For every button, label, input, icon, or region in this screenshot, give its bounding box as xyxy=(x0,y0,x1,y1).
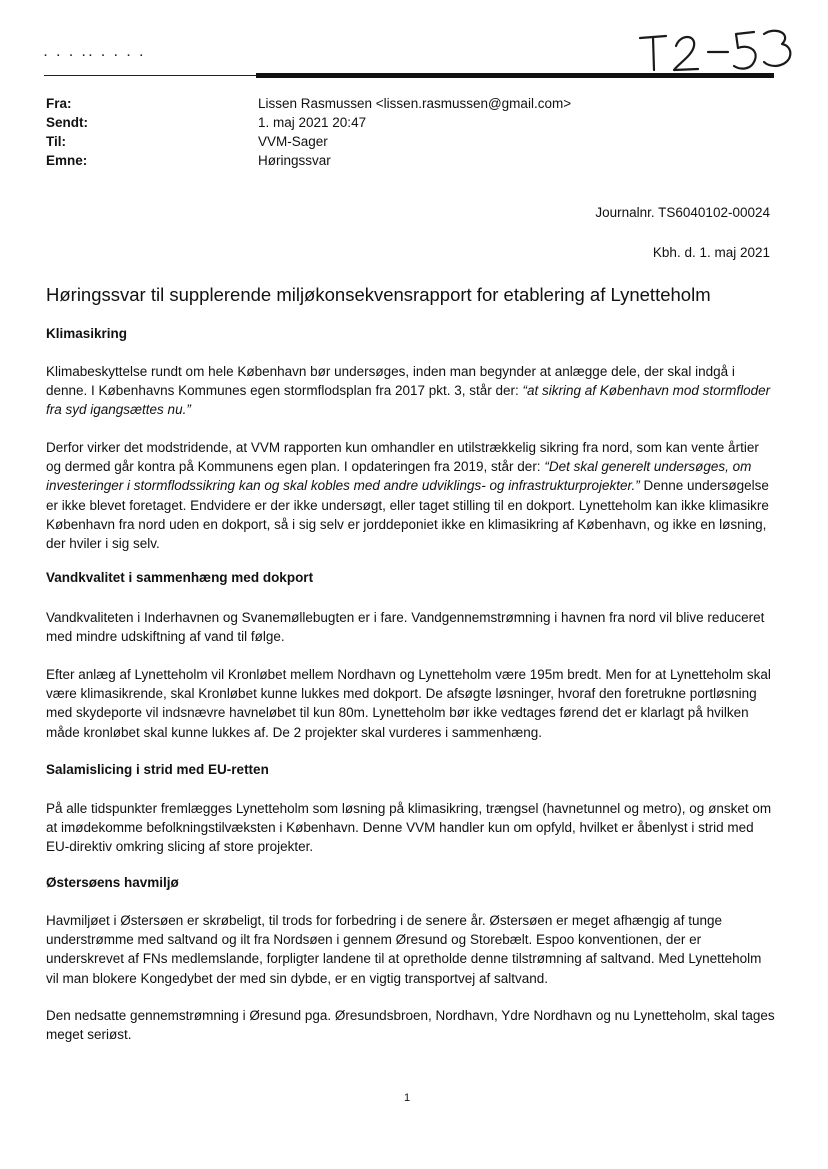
section-heading-ostersoen: Østersøens havmiljø xyxy=(46,875,179,890)
paragraph-oster-1: Havmiljøet i Østersøen er skrøbeligt, til trods for forbedring i de senere år. Østersøen er meget afhængig af tunge understrømme med saltvand og ilt fra Nordsøen i gennem Øresund og Storebælt. Espoo konventionen, der er underskrevet af FNs medlemslande, forpligter landene til at opretholde denne tilstrømning af saltvand. Med Lynetteholm vil man blokere Kongedybet der med sin dybde, er en vigtig transportvej af saltvand. xyxy=(46,913,762,986)
page-number: 1 xyxy=(404,1092,411,1104)
place-date: Kbh. d. 1. maj 2021 xyxy=(652,245,770,260)
sent-label: Sendt: xyxy=(46,115,88,130)
to-label: Til: xyxy=(46,134,66,149)
header-divider-thick xyxy=(256,73,774,78)
paragraph-text: Denne undersøgelse er ikke blevet foretaget. Endvidere er der ikke undersøgt, eller taget stilling til en dokport. Lynetteholm kan ikke klimasikre København fra nord uden en dokport, så i sig selv er jorddeponiet ikke en klimasikring af København, og ikke en løsning, der hviler i sig selv. xyxy=(46,478,769,552)
to-value: VVM-Sager xyxy=(258,134,328,149)
journal-number: Journalnr. TS6040102-00024 xyxy=(595,205,770,220)
paragraph-vand-1: Vandkvaliteten i Inderhavnen og Svanemøllebugten er i fare. Vandgennemstrømning i havnen fra nord vil blive reduceret med mindre udskiftning af vand til følge. xyxy=(46,610,765,645)
quote-text: “at sikring af København mod stormfloder fra syd igangsættes nu.” xyxy=(46,383,771,418)
from-value: Lissen Rasmussen <lissen.rasmussen@gmail.com> xyxy=(258,96,572,111)
section-heading-salamislicing: Salamislicing i strid med EU-retten xyxy=(46,762,269,777)
handwritten-stamp xyxy=(636,14,796,74)
quote-text: “Det skal generelt undersøges, om investeringer i stormflodssikring kan og skal kobles med andre udviklings- og infrastrukturprojekter.” xyxy=(46,459,752,494)
paragraph-oster-2: Den nedsatte gennemstrømning i Øresund pga. Øresundsbroen, Nordhavn, Ydre Nordhavn og nu Lynetteholm, skal tages meget seriøst. xyxy=(46,1008,775,1043)
paragraph-text: Derfor virker det modstridende, at VVM rapporten kun omhandler en utilstrækkelig sikring fra nord, som kan vente årtier og dermed går kontra på Kommunens egen plan. I opdateringen fra 2019, står der: xyxy=(46,440,759,475)
paragraph-klima-2 xyxy=(46,438,776,553)
sent-value: 1. maj 2021 20:47 xyxy=(258,115,367,130)
section-heading-vandkvalitet: Vandkvalitet i sammenhæng med dokport xyxy=(46,570,314,585)
paragraph-klima-1 xyxy=(46,362,776,420)
letterhead-marks: · · · ·· · · · · xyxy=(44,50,147,62)
from-label: Fra: xyxy=(46,96,72,111)
paragraph-vand-2: Efter anlæg af Lynetteholm vil Kronløbet mellem Nordhavn og Lynetteholm være 195m bredt. Men for at Lynetteholm skal være klimasikrende, skal Kronløbet kunne lukkes med dokport. De afsøgte løsninger, hvoraf den foretrukne portløsning med skydeporte vil indsnævre havneløbet til kun 80m. Lynetteholm bør ikke vedtages førend det er klarlagt på hvilken måde kronløbet skal kunne lukkes af. De 2 projekter skal vurderes i sammenhæng. xyxy=(46,667,771,740)
paragraph-salami-1: På alle tidspunkter fremlægges Lynetteholm som løsning på klimasikring, trængsel (havnetunnel og metro), og ønsket om at imødekomme befolkningstilvæksten i København. Denne VVM handler kun om opfyld, hvilket er åbenlyst i strid med EU-direktiv omkring slicing af store projekter. xyxy=(46,801,772,855)
paragraph-text: Klimabeskyttelse rundt om hele København bør undersøges, inden man begynder at anlægge dele, der skal indgå i denne. I Københavns Kommunes egen stormflodsplan fra 2017 pkt. 3, står der: xyxy=(46,364,735,399)
section-heading-klimasikring: Klimasikring xyxy=(46,326,128,341)
header-divider-thin xyxy=(44,75,256,76)
subject-value: Høringssvar xyxy=(258,153,331,168)
subject-label: Emne: xyxy=(46,153,88,168)
document-title: Høringssvar til supplerende miljøkonsekvensrapport for etablering af Lynetteholm xyxy=(46,284,711,305)
